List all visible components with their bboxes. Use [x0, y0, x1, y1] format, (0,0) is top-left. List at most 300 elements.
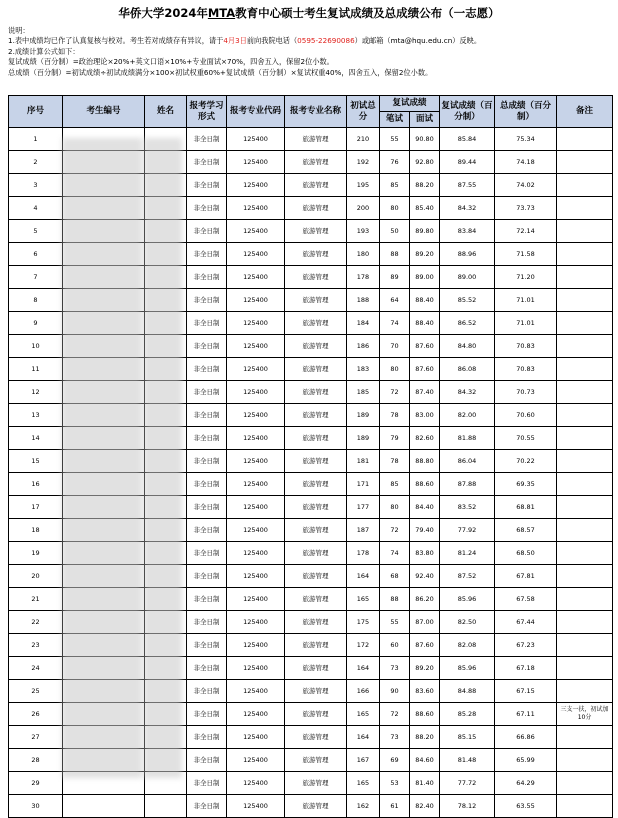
cell-code: 125400 [227, 611, 285, 634]
cell-written: 88 [380, 588, 410, 611]
cell-mode: 非全日制 [187, 795, 227, 818]
cell-prelim: 167 [347, 749, 380, 772]
cell-total: 74.18 [495, 151, 557, 174]
cell-retest: 84.88 [440, 680, 495, 703]
cell-total: 70.22 [495, 450, 557, 473]
cell-interview: 89.00 [410, 266, 440, 289]
cell-mode: 非全日制 [187, 634, 227, 657]
cell-major: 旅游管理 [285, 795, 347, 818]
cell-remark [557, 772, 613, 795]
cell-code: 125400 [227, 726, 285, 749]
cell-remark [557, 726, 613, 749]
cell-prelim: 180 [347, 243, 380, 266]
cell-seq: 6 [9, 243, 63, 266]
header-mode: 报考学习形式 [187, 96, 227, 128]
cell-interview: 87.40 [410, 381, 440, 404]
cell-code: 125400 [227, 542, 285, 565]
cell-code: 125400 [227, 565, 285, 588]
cell-major: 旅游管理 [285, 335, 347, 358]
cell-retest: 82.50 [440, 611, 495, 634]
cell-written: 61 [380, 795, 410, 818]
cell-seq: 14 [9, 427, 63, 450]
cell-prelim: 188 [347, 289, 380, 312]
note-line-3: 2.成绩计算公式如下： [8, 46, 80, 56]
cell-remark [557, 381, 613, 404]
cell-id-redacted [63, 795, 145, 818]
cell-interview: 81.40 [410, 772, 440, 795]
cell-prelim: 200 [347, 197, 380, 220]
cell-retest: 83.52 [440, 496, 495, 519]
cell-written: 69 [380, 749, 410, 772]
cell-code: 125400 [227, 634, 285, 657]
cell-total: 68.81 [495, 496, 557, 519]
cell-major: 旅游管理 [285, 450, 347, 473]
cell-remark [557, 611, 613, 634]
redaction-id-column [62, 138, 142, 778]
header-prelim: 初试总分 [347, 96, 380, 128]
cell-interview: 92.40 [410, 565, 440, 588]
cell-retest: 86.04 [440, 450, 495, 473]
cell-seq: 27 [9, 726, 63, 749]
cell-written: 50 [380, 220, 410, 243]
cell-interview: 84.60 [410, 749, 440, 772]
cell-total: 67.58 [495, 588, 557, 611]
cell-total: 70.83 [495, 335, 557, 358]
cell-written: 64 [380, 289, 410, 312]
cell-major: 旅游管理 [285, 634, 347, 657]
cell-prelim: 193 [347, 220, 380, 243]
cell-mode: 非全日制 [187, 335, 227, 358]
header-retest: 复试成绩 [380, 96, 440, 112]
cell-prelim: 185 [347, 381, 380, 404]
cell-prelim: 164 [347, 565, 380, 588]
header-interview: 面试 [410, 112, 440, 128]
cell-code: 125400 [227, 496, 285, 519]
title-part-2: MTA [207, 6, 236, 20]
cell-interview: 82.60 [410, 427, 440, 450]
cell-written: 53 [380, 772, 410, 795]
cell-prelim: 186 [347, 335, 380, 358]
cell-name-redacted [145, 795, 187, 818]
page-title [0, 5, 618, 21]
cell-seq: 28 [9, 749, 63, 772]
cell-major: 旅游管理 [285, 174, 347, 197]
cell-prelim: 183 [347, 358, 380, 381]
cell-interview: 86.20 [410, 588, 440, 611]
cell-seq: 12 [9, 381, 63, 404]
cell-retest: 87.88 [440, 473, 495, 496]
table-row [9, 795, 613, 818]
cell-seq: 2 [9, 151, 63, 174]
cell-prelim: 195 [347, 174, 380, 197]
cell-written: 73 [380, 726, 410, 749]
cell-total: 66.86 [495, 726, 557, 749]
cell-code: 125400 [227, 243, 285, 266]
cell-written: 72 [380, 381, 410, 404]
cell-major: 旅游管理 [285, 151, 347, 174]
cell-seq: 13 [9, 404, 63, 427]
cell-remark [557, 243, 613, 266]
cell-prelim: 189 [347, 404, 380, 427]
cell-major: 旅游管理 [285, 542, 347, 565]
cell-total: 75.34 [495, 128, 557, 151]
note-line-2a: 1.表中成绩均已作了认真复核与校对。考生若对成绩存有异议，请于 [8, 36, 224, 46]
cell-retest: 83.84 [440, 220, 495, 243]
cell-total: 71.01 [495, 312, 557, 335]
cell-remark [557, 220, 613, 243]
cell-interview: 84.40 [410, 496, 440, 519]
cell-retest: 82.08 [440, 634, 495, 657]
cell-seq: 15 [9, 450, 63, 473]
cell-total: 68.50 [495, 542, 557, 565]
cell-major: 旅游管理 [285, 680, 347, 703]
cell-interview: 85.40 [410, 197, 440, 220]
cell-major: 旅游管理 [285, 312, 347, 335]
cell-prelim: 175 [347, 611, 380, 634]
cell-retest: 77.92 [440, 519, 495, 542]
cell-total: 69.35 [495, 473, 557, 496]
cell-remark [557, 427, 613, 450]
cell-mode: 非全日制 [187, 519, 227, 542]
cell-mode: 非全日制 [187, 611, 227, 634]
cell-mode: 非全日制 [187, 128, 227, 151]
cell-seq: 24 [9, 657, 63, 680]
cell-retest: 85.96 [440, 657, 495, 680]
cell-mode: 非全日制 [187, 680, 227, 703]
cell-code: 125400 [227, 358, 285, 381]
cell-seq: 9 [9, 312, 63, 335]
cell-total: 67.11 [495, 703, 557, 726]
cell-code: 125400 [227, 450, 285, 473]
cell-total: 74.02 [495, 174, 557, 197]
cell-seq: 19 [9, 542, 63, 565]
cell-mode: 非全日制 [187, 151, 227, 174]
note-line-4: 复试成绩（百分制）=政治理论×20%+英文口语×10%+专业面试×70%，四舍五入，保留2位小数。 [8, 57, 334, 67]
cell-retest: 89.44 [440, 151, 495, 174]
cell-code: 125400 [227, 266, 285, 289]
cell-major: 旅游管理 [285, 657, 347, 680]
cell-interview: 88.80 [410, 450, 440, 473]
cell-code: 125400 [227, 381, 285, 404]
cell-total: 64.29 [495, 772, 557, 795]
cell-mode: 非全日制 [187, 427, 227, 450]
cell-major: 旅游管理 [285, 611, 347, 634]
cell-code: 125400 [227, 588, 285, 611]
cell-remark [557, 358, 613, 381]
cell-major: 旅游管理 [285, 381, 347, 404]
header-code: 报考专业代码 [227, 96, 285, 128]
cell-retest: 87.52 [440, 565, 495, 588]
cell-retest: 84.32 [440, 197, 495, 220]
cell-written: 55 [380, 611, 410, 634]
cell-major: 旅游管理 [285, 404, 347, 427]
cell-major: 旅游管理 [285, 703, 347, 726]
cell-total: 68.57 [495, 519, 557, 542]
cell-remark [557, 749, 613, 772]
cell-total: 70.73 [495, 381, 557, 404]
cell-seq: 5 [9, 220, 63, 243]
cell-remark [557, 128, 613, 151]
cell-mode: 非全日制 [187, 473, 227, 496]
cell-code: 125400 [227, 772, 285, 795]
cell-remark [557, 335, 613, 358]
header-written: 笔试 [380, 112, 410, 128]
cell-mode: 非全日制 [187, 703, 227, 726]
cell-retest: 82.00 [440, 404, 495, 427]
cell-mode: 非全日制 [187, 266, 227, 289]
cell-interview: 88.40 [410, 312, 440, 335]
cell-seq: 20 [9, 565, 63, 588]
cell-retest: 85.84 [440, 128, 495, 151]
cell-interview: 83.80 [410, 542, 440, 565]
cell-total: 71.01 [495, 289, 557, 312]
cell-prelim: 165 [347, 703, 380, 726]
cell-seq: 30 [9, 795, 63, 818]
cell-major: 旅游管理 [285, 427, 347, 450]
cell-written: 79 [380, 427, 410, 450]
cell-remark [557, 565, 613, 588]
cell-retest: 86.52 [440, 312, 495, 335]
cell-prelim: 164 [347, 657, 380, 680]
cell-written: 89 [380, 266, 410, 289]
cell-code: 125400 [227, 220, 285, 243]
cell-retest: 85.52 [440, 289, 495, 312]
cell-written: 80 [380, 496, 410, 519]
cell-retest: 85.15 [440, 726, 495, 749]
header-name: 姓名 [145, 96, 187, 128]
cell-major: 旅游管理 [285, 128, 347, 151]
cell-seq: 7 [9, 266, 63, 289]
cell-mode: 非全日制 [187, 588, 227, 611]
cell-remark: 三支一扶，初试加10分 [557, 703, 613, 726]
cell-prelim: 164 [347, 726, 380, 749]
cell-total: 67.81 [495, 565, 557, 588]
cell-mode: 非全日制 [187, 749, 227, 772]
cell-major: 旅游管理 [285, 749, 347, 772]
cell-prelim: 165 [347, 772, 380, 795]
header-retest-pct: 复试成绩（百分制） [440, 96, 495, 128]
header-major: 报考专业名称 [285, 96, 347, 128]
cell-interview: 88.20 [410, 726, 440, 749]
cell-remark [557, 634, 613, 657]
cell-mode: 非全日制 [187, 542, 227, 565]
cell-code: 125400 [227, 128, 285, 151]
cell-prelim: 177 [347, 496, 380, 519]
cell-prelim: 192 [347, 151, 380, 174]
cell-total: 71.20 [495, 266, 557, 289]
cell-mode: 非全日制 [187, 772, 227, 795]
cell-seq: 1 [9, 128, 63, 151]
header-seq: 序号 [9, 96, 63, 128]
cell-written: 60 [380, 634, 410, 657]
cell-major: 旅游管理 [285, 772, 347, 795]
cell-code: 125400 [227, 519, 285, 542]
cell-remark [557, 289, 613, 312]
cell-interview: 83.60 [410, 680, 440, 703]
cell-written: 85 [380, 174, 410, 197]
cell-code: 125400 [227, 749, 285, 772]
cell-remark [557, 174, 613, 197]
cell-interview: 88.20 [410, 174, 440, 197]
cell-prelim: 181 [347, 450, 380, 473]
cell-interview: 88.60 [410, 703, 440, 726]
cell-remark [557, 197, 613, 220]
cell-written: 68 [380, 565, 410, 588]
cell-written: 72 [380, 519, 410, 542]
cell-interview: 87.00 [410, 611, 440, 634]
cell-code: 125400 [227, 657, 285, 680]
cell-total: 70.83 [495, 358, 557, 381]
cell-interview: 89.20 [410, 243, 440, 266]
cell-mode: 非全日制 [187, 726, 227, 749]
cell-mode: 非全日制 [187, 197, 227, 220]
cell-major: 旅游管理 [285, 519, 347, 542]
cell-prelim: 178 [347, 266, 380, 289]
cell-prelim: 189 [347, 427, 380, 450]
cell-retest: 86.08 [440, 358, 495, 381]
cell-total: 67.23 [495, 634, 557, 657]
cell-code: 125400 [227, 473, 285, 496]
cell-mode: 非全日制 [187, 565, 227, 588]
cell-seq: 16 [9, 473, 63, 496]
cell-code: 125400 [227, 335, 285, 358]
cell-written: 74 [380, 312, 410, 335]
cell-retest: 89.00 [440, 266, 495, 289]
cell-retest: 77.72 [440, 772, 495, 795]
cell-mode: 非全日制 [187, 289, 227, 312]
header-remark: 备注 [557, 96, 613, 128]
cell-code: 125400 [227, 312, 285, 335]
cell-remark [557, 266, 613, 289]
cell-prelim: 187 [347, 519, 380, 542]
cell-prelim: 166 [347, 680, 380, 703]
cell-major: 旅游管理 [285, 588, 347, 611]
cell-seq: 26 [9, 703, 63, 726]
cell-retest: 81.24 [440, 542, 495, 565]
cell-mode: 非全日制 [187, 450, 227, 473]
cell-interview: 79.40 [410, 519, 440, 542]
cell-retest: 81.88 [440, 427, 495, 450]
cell-code: 125400 [227, 703, 285, 726]
cell-seq: 4 [9, 197, 63, 220]
cell-prelim: 210 [347, 128, 380, 151]
cell-major: 旅游管理 [285, 289, 347, 312]
cell-written: 80 [380, 358, 410, 381]
cell-major: 旅游管理 [285, 565, 347, 588]
cell-mode: 非全日制 [187, 174, 227, 197]
cell-interview: 82.40 [410, 795, 440, 818]
note-line-2e: ）或邮箱（mta@hqu.edu.cn）反映。 [354, 36, 482, 46]
note-line-2 [8, 36, 612, 46]
note-phone: 0595-22690086 [297, 36, 355, 46]
cell-total: 65.99 [495, 749, 557, 772]
cell-retest: 81.48 [440, 749, 495, 772]
cell-interview: 88.40 [410, 289, 440, 312]
cell-mode: 非全日制 [187, 312, 227, 335]
cell-total: 70.60 [495, 404, 557, 427]
cell-prelim: 171 [347, 473, 380, 496]
cell-remark [557, 473, 613, 496]
cell-retest: 85.96 [440, 588, 495, 611]
cell-remark [557, 680, 613, 703]
cell-written: 76 [380, 151, 410, 174]
cell-total: 70.55 [495, 427, 557, 450]
cell-written: 80 [380, 197, 410, 220]
header-total: 总成绩（百分制） [495, 96, 557, 128]
cell-seq: 11 [9, 358, 63, 381]
cell-written: 74 [380, 542, 410, 565]
header-id: 考生编号 [63, 96, 145, 128]
cell-seq: 10 [9, 335, 63, 358]
cell-major: 旅游管理 [285, 473, 347, 496]
cell-code: 125400 [227, 680, 285, 703]
cell-seq: 25 [9, 680, 63, 703]
title-part-3: 教育中心硕士考生复试成绩及总成绩公布（一志愿） [235, 6, 500, 20]
cell-code: 125400 [227, 197, 285, 220]
cell-remark [557, 312, 613, 335]
cell-remark [557, 496, 613, 519]
cell-retest: 84.32 [440, 381, 495, 404]
note-deadline: 4月3日 [223, 36, 247, 46]
cell-code: 125400 [227, 151, 285, 174]
cell-prelim: 162 [347, 795, 380, 818]
cell-retest: 78.12 [440, 795, 495, 818]
cell-remark [557, 404, 613, 427]
cell-code: 125400 [227, 795, 285, 818]
note-line-1: 说明： [8, 26, 30, 35]
cell-major: 旅游管理 [285, 220, 347, 243]
cell-interview: 87.60 [410, 335, 440, 358]
cell-code: 125400 [227, 404, 285, 427]
cell-interview: 88.60 [410, 473, 440, 496]
title-part-1: 华侨大学2024年 [118, 6, 208, 20]
cell-written: 90 [380, 680, 410, 703]
cell-mode: 非全日制 [187, 358, 227, 381]
cell-retest: 85.28 [440, 703, 495, 726]
cell-interview: 92.80 [410, 151, 440, 174]
cell-written: 78 [380, 404, 410, 427]
cell-written: 73 [380, 657, 410, 680]
cell-mode: 非全日制 [187, 381, 227, 404]
cell-major: 旅游管理 [285, 266, 347, 289]
cell-major: 旅游管理 [285, 243, 347, 266]
cell-code: 125400 [227, 174, 285, 197]
cell-total: 67.44 [495, 611, 557, 634]
cell-written: 88 [380, 243, 410, 266]
cell-code: 125400 [227, 427, 285, 450]
cell-seq: 23 [9, 634, 63, 657]
cell-mode: 非全日制 [187, 404, 227, 427]
cell-seq: 18 [9, 519, 63, 542]
cell-written: 78 [380, 450, 410, 473]
cell-mode: 非全日制 [187, 243, 227, 266]
redaction-name-column [144, 138, 182, 778]
cell-written: 85 [380, 473, 410, 496]
cell-interview: 87.60 [410, 634, 440, 657]
cell-prelim: 165 [347, 588, 380, 611]
cell-retest: 87.55 [440, 174, 495, 197]
cell-remark [557, 795, 613, 818]
cell-prelim: 178 [347, 542, 380, 565]
cell-remark [557, 450, 613, 473]
note-line-5: 总成绩（百分制）=初试成绩÷初试成绩满分×100×初试权重60%+复试成绩（百分制）×复试权重40%，四舍五入，保留2位小数。 [8, 67, 433, 77]
cell-remark [557, 657, 613, 680]
cell-major: 旅游管理 [285, 197, 347, 220]
cell-code: 125400 [227, 289, 285, 312]
cell-total: 63.55 [495, 795, 557, 818]
cell-interview: 87.60 [410, 358, 440, 381]
cell-prelim: 184 [347, 312, 380, 335]
